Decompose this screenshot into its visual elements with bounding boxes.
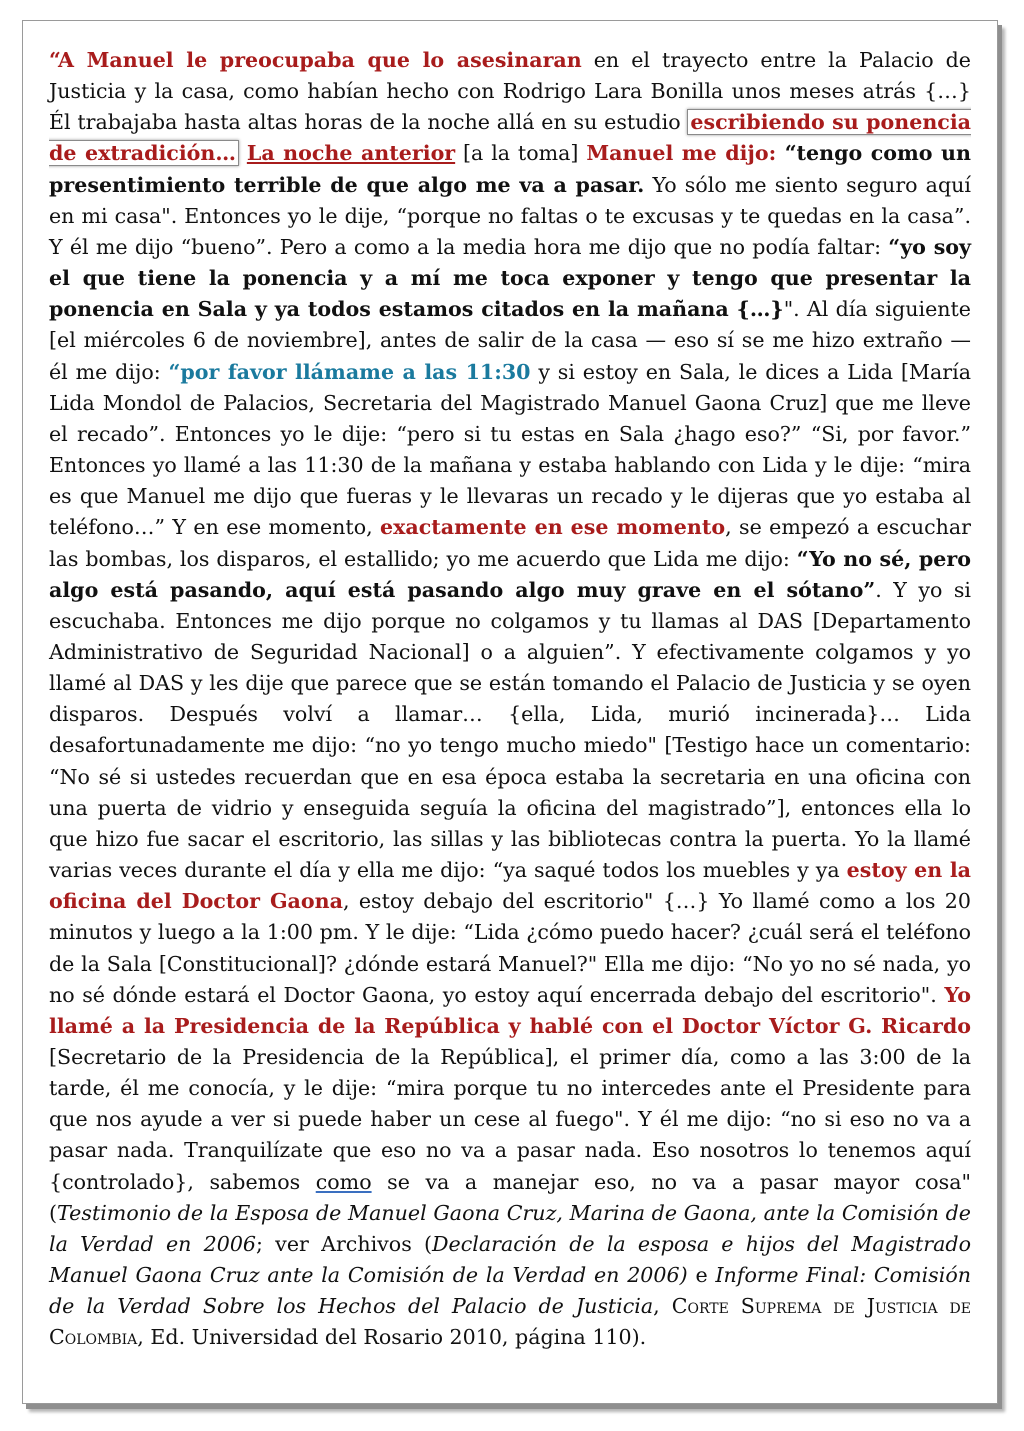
testimony-paragraph <box>49 45 971 1354</box>
text-run: Yo sólo me siento seguro aquí en mi casa". Entonces yo le dije, “porque no faltas o te excusas y te quedas en la casa”. Y él me dijo “bueno”. Pero a como a la media hora me dijo que no podía faltar: <box>49 172 971 259</box>
text-run: , se empezó a escuchar las bombas, los disparos, el estallido; yo me acuerdo que Lida me dijo: <box>49 515 971 571</box>
citation-institution: Corte Suprema de Justicia de Colombia <box>49 1294 971 1350</box>
bold-quote-premonition: “tengo como un presentimiento terrible de que algo me va a pasar. <box>49 141 971 197</box>
text-run <box>239 141 247 165</box>
highlight-manuel-said: Manuel me dijo: <box>586 141 777 166</box>
bold-quote-basement: “Yo no sé, pero algo está pasando, aquí está pasando algo muy grave en el sótano” <box>49 546 971 602</box>
text-run: [a la toma] <box>455 141 587 166</box>
document-page <box>22 20 998 1404</box>
highlight-quote-assassination: “A Manuel le preocupaba que lo asesinaran <box>49 48 582 72</box>
text-run: e <box>687 1263 716 1288</box>
text-run: [Secretario de la Presidencia de la República], el primer día, como a las 3:00 de la tarde, él me conocía, y le dije: “mira porque tu no intercedes ante el Presidente para que nos ayude a ver si puede haber un cese al fuego". Y él me dijo: “no si eso no va a pasar nada. Tranquilízate que eso no va a pasar nada. Eso nosotros lo tenemos aquí {controlado}, sabemos <box>49 1045 971 1194</box>
underlined-word-como: como <box>315 1169 372 1194</box>
text-run: ; ver Archivos ( <box>256 1231 433 1256</box>
citation-title-final-report: Informe Final: Comisión de la Verdad Sobre los Hechos del Palacio de Justicia <box>49 1263 971 1319</box>
highlight-exact-moment: exactamente en ese momento <box>380 515 726 540</box>
boxed-highlight-extradition: escribiendo su ponencia de extradición… <box>49 110 972 166</box>
text-run: . Y yo si escuchaba. Entonces me dijo porque no colgamos y tu llamas al DAS [Departamento Administrativo de Seguridad Nacional] o a alguien”. Y efectivamente colgamos y yo llamé al DAS y les dije que parece que se están tomando el Palacio de Justicia y se oyen disparos. Después volví a llamar… {ella, Lida, murió incinerada}… Lida desafortunadamente me dijo: “no yo tengo mucho miedo" [Testigo hace un comentario: “No sé si ustedes recuerdan que en esa época estaba la secretaria en una oficina con una puerta de vidrio y enseguida seguía la oficina del magistrado”], entonces ella lo que hizo fue sacar el escritorio, las sillas y las bibliotecas contra la puerta. Yo la llamé varias veces durante el día y ella me dijo: “ya saqué todos los muebles y ya <box>49 577 971 883</box>
highlight-gaona-office: estoy en la oficina del Doctor Gaona <box>49 858 971 914</box>
text-run: , estoy debajo del escritorio" {…} Yo llamé como a los 20 minutos y luego a la 1:00 pm. Y le dije: “Lida ¿cómo puedo hacer? ¿cuál será el teléfono de la Sala [Constitucional]? ¿dónde estará Manuel?" Ella me dijo: “No yo no sé nada, yo no sé dónde estará el Doctor Gaona, yo estoy aquí encerrada debajo del escritorio". <box>49 889 972 1007</box>
bold-quote-ponencia: “yo soy el que tiene la ponencia y a mí me toca exponer y tengo que presentar la ponencia en Sala y ya todos estamos citados en la mañana {…} <box>49 234 972 322</box>
text-run: y si estoy en Sala, le dices a Lida [María Lida Mondol de Palacios, Secretaria del Magistrado Manuel Gaona Cruz] que me lleve el recado”. Entonces yo le dije: “pero si tu estas en Sala ¿hago eso?” “Si, por favor.” Entonces yo llamé a las 11:30 de la mañana y estaba hablando con Lida y le dije: “mira es que Manuel me dijo que fueras y le llevaras un recado y le dijeras que yo estaba al teléfono…” Y en ese momento, <box>49 359 971 540</box>
highlight-presidency-call: Yo llamé a la Presidencia de la República y hablé con el Doctor Víctor G. Ricardo <box>49 982 971 1038</box>
blue-highlight-call-time: “por favor llámame a las 11:30 <box>168 359 531 384</box>
text-run: ". Al día siguiente [el miércoles 6 de noviembre], antes de salir de la casa — eso sí se me hizo extraño — él me dijo: <box>49 297 971 384</box>
text-run: en el trayecto entre la Palacio de Justicia y la casa, como habían hecho con Rodrigo Lara Bonilla unos meses atrás {…} Él trabajaba hasta altas horas de la noche allá en su estudio <box>49 48 971 135</box>
body-paragraph <box>49 45 971 1354</box>
underlined-highlight-night-before: La noche anterior <box>246 141 456 166</box>
text-run: , <box>653 1294 672 1319</box>
text-run: se va a manejar eso, no va a pasar mayor cosa" ( <box>49 1169 972 1225</box>
citation-title-testimony: Testimonio de la Esposa de Manuel Gaona Cruz, Marina de Gaona, ante la Comisión de la Verdad en 2006 <box>49 1200 971 1256</box>
citation-title-declaration: Declaración de la esposa e hijos del Magistrado Manuel Gaona Cruz ante la Comisión de la Verdad en 2006) <box>49 1231 971 1288</box>
text-run: , Ed. Universidad del Rosario 2010, página 110). <box>137 1325 647 1350</box>
